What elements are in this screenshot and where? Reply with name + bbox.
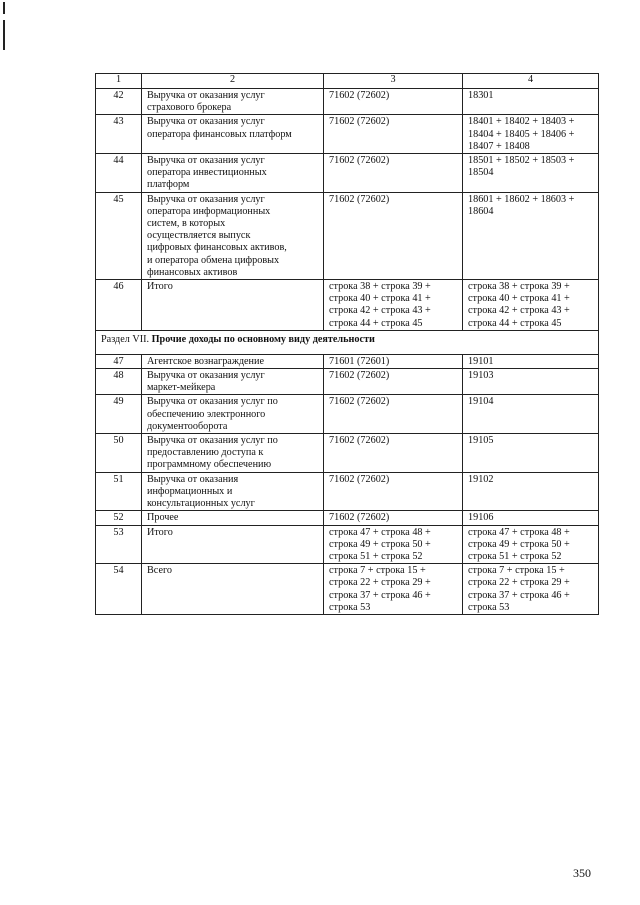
row-number: 43 bbox=[96, 115, 142, 154]
row-account: 71602 (72602) bbox=[324, 434, 463, 473]
row-number: 42 bbox=[96, 89, 142, 115]
row-code: 18301 bbox=[463, 89, 599, 115]
table-row bbox=[96, 89, 599, 115]
row-name: Итого bbox=[142, 525, 324, 564]
row-number: 48 bbox=[96, 369, 142, 395]
table-row bbox=[96, 369, 599, 395]
row-number: 45 bbox=[96, 192, 142, 279]
income-table bbox=[95, 73, 599, 615]
row-account: 71602 (72602) bbox=[324, 89, 463, 115]
row-code: 19106 bbox=[463, 511, 599, 525]
row-account: строка 38 + строка 39 + строка 40 + строка 41 + строка 42 + строка 43 + строка 44 + строка 45 bbox=[324, 280, 463, 331]
row-number: 47 bbox=[96, 354, 142, 368]
row-account: 71602 (72602) bbox=[324, 472, 463, 511]
row-code: 19103 bbox=[463, 369, 599, 395]
row-number: 54 bbox=[96, 564, 142, 615]
row-account: 71602 (72602) bbox=[324, 511, 463, 525]
table-row bbox=[96, 434, 599, 473]
header-row bbox=[96, 74, 599, 89]
row-code: строка 7 + строка 15 + строка 22 + строка 29 + строка 37 + строка 46 + строка 53 bbox=[463, 564, 599, 615]
row-number: 50 bbox=[96, 434, 142, 473]
row-name: Итого bbox=[142, 280, 324, 331]
income-table-body bbox=[96, 74, 599, 615]
row-name: Выручка от оказания услуг оператора информационных систем, в которых осуществляется выпуск цифровых финансовых активов, и оператора обмена цифровых финансовых активов bbox=[142, 192, 324, 279]
row-name: Всего bbox=[142, 564, 324, 615]
row-code: строка 47 + строка 48 + строка 49 + строка 50 + строка 51 + строка 52 bbox=[463, 525, 599, 564]
row-code: 19102 bbox=[463, 472, 599, 511]
table-row bbox=[96, 354, 599, 368]
row-name: Прочее bbox=[142, 511, 324, 525]
header-col-4: 4 bbox=[463, 74, 599, 89]
row-code: 18401 + 18402 + 18403 + 18404 + 18405 + 18406 + 18407 + 18408 bbox=[463, 115, 599, 154]
row-account: 71602 (72602) bbox=[324, 369, 463, 395]
row-account: строка 47 + строка 48 + строка 49 + строка 50 + строка 51 + строка 52 bbox=[324, 525, 463, 564]
row-code: 19101 bbox=[463, 354, 599, 368]
row-name: Выручка от оказания услуг по обеспечению электронного документооборота bbox=[142, 395, 324, 434]
row-account: 71602 (72602) bbox=[324, 192, 463, 279]
row-name: Выручка от оказания услуг по предоставлению доступа к программному обеспечению bbox=[142, 434, 324, 473]
table-row bbox=[96, 280, 599, 331]
margin-mark-long bbox=[3, 20, 5, 50]
section-row bbox=[96, 330, 599, 354]
row-number: 52 bbox=[96, 511, 142, 525]
row-account: строка 7 + строка 15 + строка 22 + строка 29 + строка 37 + строка 46 + строка 53 bbox=[324, 564, 463, 615]
row-account: 71602 (72602) bbox=[324, 395, 463, 434]
header-col-3: 3 bbox=[324, 74, 463, 89]
section-label: Раздел VII. bbox=[101, 333, 150, 345]
row-account: 71602 (72602) bbox=[324, 115, 463, 154]
page-number: 350 bbox=[573, 866, 591, 880]
table-row bbox=[96, 564, 599, 615]
table-row bbox=[96, 115, 599, 154]
table-row bbox=[96, 525, 599, 564]
row-code: 19105 bbox=[463, 434, 599, 473]
row-name: Выручка от оказания услуг оператора инвестиционных платформ bbox=[142, 154, 324, 193]
row-code: 19104 bbox=[463, 395, 599, 434]
row-code: 18501 + 18502 + 18503 + 18504 bbox=[463, 154, 599, 193]
row-name: Выручка от оказания услуг страхового брокера bbox=[142, 89, 324, 115]
row-name: Агентское вознаграждение bbox=[142, 354, 324, 368]
margin-mark-short bbox=[3, 2, 5, 14]
section-heading bbox=[96, 330, 599, 354]
table-row bbox=[96, 511, 599, 525]
row-number: 44 bbox=[96, 154, 142, 193]
row-name: Выручка от оказания информационных и консультационных услуг bbox=[142, 472, 324, 511]
table-row bbox=[96, 192, 599, 279]
row-number: 49 bbox=[96, 395, 142, 434]
row-code: строка 38 + строка 39 + строка 40 + строка 41 + строка 42 + строка 43 + строка 44 + строка 45 bbox=[463, 280, 599, 331]
row-code: 18601 + 18602 + 18603 + 18604 bbox=[463, 192, 599, 279]
row-number: 53 bbox=[96, 525, 142, 564]
header-col-2: 2 bbox=[142, 74, 324, 89]
row-name: Выручка от оказания услуг маркет-мейкера bbox=[142, 369, 324, 395]
row-name: Выручка от оказания услуг оператора финансовых платформ bbox=[142, 115, 324, 154]
row-number: 51 bbox=[96, 472, 142, 511]
row-account: 71601 (72601) bbox=[324, 354, 463, 368]
table-row bbox=[96, 395, 599, 434]
table-row bbox=[96, 472, 599, 511]
section-title: Прочие доходы по основному виду деятельности bbox=[151, 333, 375, 345]
row-account: 71602 (72602) bbox=[324, 154, 463, 193]
header-col-1: 1 bbox=[96, 74, 142, 89]
row-number: 46 bbox=[96, 280, 142, 331]
table-row bbox=[96, 154, 599, 193]
